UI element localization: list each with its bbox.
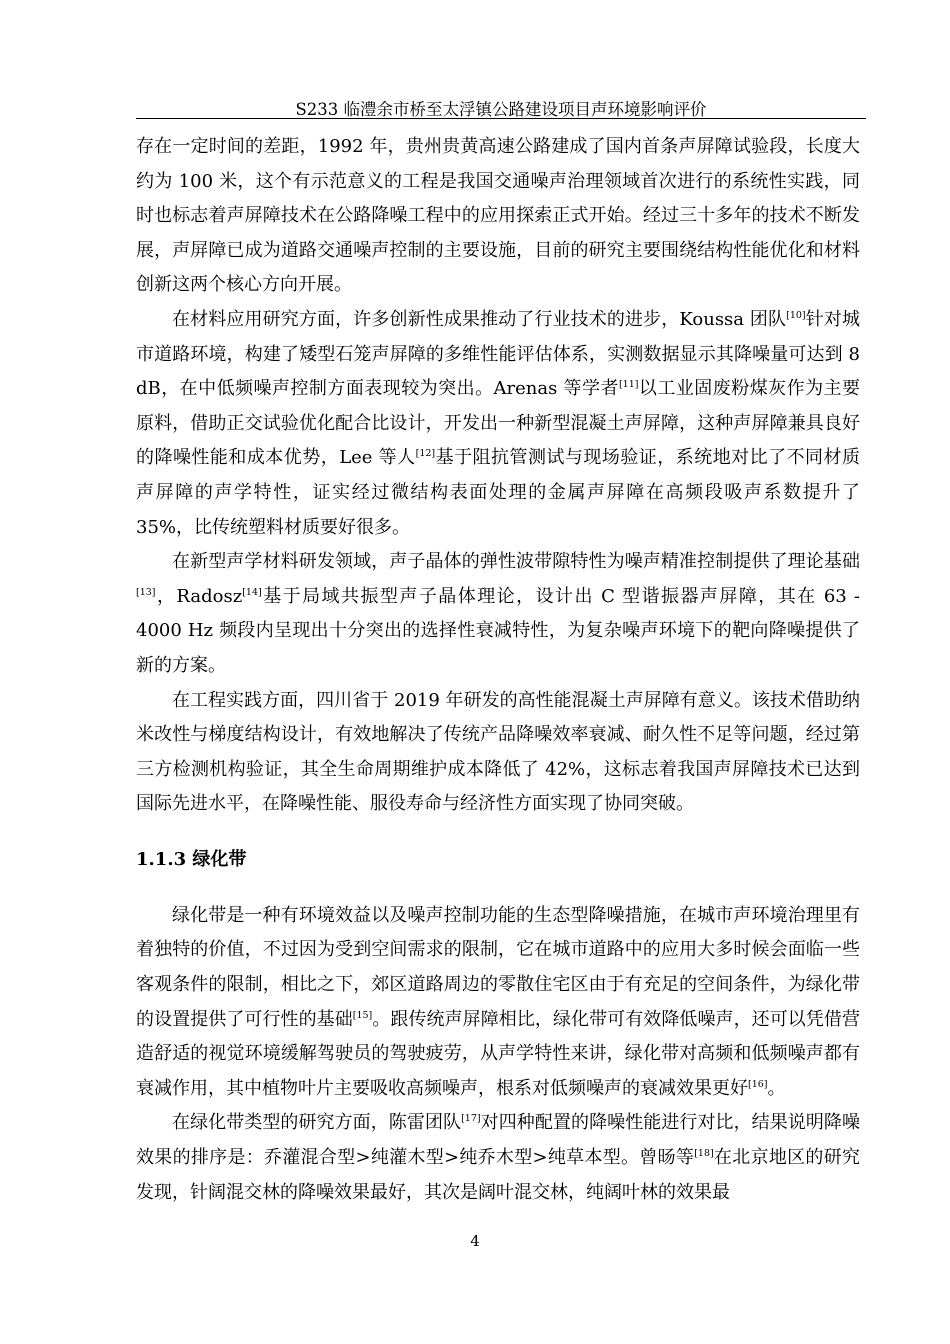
paragraph-text: 针对城市道路环境，构建了矮型石笼声屏障的多维性能评估体系，实测数据显示其降噪量可达到 8 dB，在中低频噪声控制方面表现较为突出。Arenas 等学者 bbox=[136, 308, 860, 400]
paragraph-text: 基于局域共振型声子晶体理论，设计出 C 型谐振器声屏障，其在 63 - 4000 Hz 频段内呈现出十分突出的选择性衰减特性，为复杂噪声环境下的靶向降噪提供了新的方案。 bbox=[136, 585, 860, 676]
paragraph bbox=[136, 130, 860, 303]
paragraph bbox=[136, 303, 860, 545]
paragraph-text: 在工程实践方面，四川省于 2019 年研发的高性能混凝土声屏障有意义。该技术借助纳米改性与梯度结构设计，有效地解决了传统产品降噪效率衰减、耐久性不足等问题，经过第三方检测机构验证，其全生命周期维护成本降低了 42%，这标志着我国声屏障技术已达到国际先进水平，在降噪性能、服役寿命与经济性方面实现了协同突破。 bbox=[136, 689, 860, 815]
paragraph bbox=[136, 545, 860, 683]
paragraph-text: 绿化带是一种有环境效益以及噪声控制功能的生态型降噪措施，在城市声环境治理里有着独特的价值，不过因为受到空间需求的限制，它在城市道路中的应用大多时候会面临一些客观条件的限制，相比之下，郊区道路周边的零散住宅区由于有充足的空间条件，为绿化带的设置提供了可行性的基础 bbox=[136, 904, 860, 1030]
page-number: 4 bbox=[470, 1232, 480, 1250]
paragraph bbox=[136, 899, 860, 1107]
section-number: 1.1.3 bbox=[136, 848, 187, 870]
paragraph-text: 以工业固废粉煤灰作为主要原料，借助正交试验优化配合比设计，开发出一种新型混凝土声屏障，这种声屏障兼具良好的降噪性能和成本优势，Lee 等人 bbox=[136, 378, 861, 469]
citation-ref: [15] bbox=[352, 1009, 373, 1021]
paragraph-text: 存在一定时间的差距，1992 年，贵州贵黄高速公路建成了国内首条声屏障试验段，长度大约为 100 米，这个有示范意义的工程是我国交通噪声治理领域首次进行的系统性实践，同时也标志着声屏障技术在公路降噪工程中的应用探索正式开始。经过三十多年的技术不断发展，声屏障已成为道路交通噪声控制的主要设施，目前的研究主要围绕结构性能优化和材料创新这两个核心方向开展。 bbox=[136, 136, 860, 296]
paragraph-text: 在北京地区的研究发现，针阔混交林的降噪效果最好，其次是阔叶混交林，纯阔叶林的效果最 bbox=[136, 1147, 861, 1203]
paragraph-text: 。跟传统声屏障相比，绿化带可有效降低噪声，还可以凭借营造舒适的视觉环境缓解驾驶员的驾驶疲劳，从声学特性来讲，绿化带对高频和低频噪声都有衰减作用，其中植物叶片主要吸收高频噪声，根系对低频噪声的衰减效果更好 bbox=[136, 1008, 860, 1099]
header-rule bbox=[136, 118, 866, 119]
paragraph-text: 对四种配置的降噪性能进行对比，结果说明降噪效果的排序是：乔灌混合型>纯灌木型>纯乔木型>纯草本型。曾旸等 bbox=[136, 1112, 861, 1169]
citation-ref: [14] bbox=[242, 586, 262, 598]
section-title: 绿化带 bbox=[192, 848, 247, 870]
paragraph bbox=[136, 1106, 860, 1210]
paragraph-text: 。 bbox=[767, 1077, 786, 1099]
paragraph-text: 在新型声学材料研发领域，声子晶体的弹性波带隙特性为噪声精准控制提供了理论基础 bbox=[172, 551, 860, 573]
citation-ref: [10] bbox=[786, 309, 806, 321]
section-heading bbox=[136, 843, 860, 877]
paragraph-text: 基于阻抗管测试与现场验证，系统地对比了不同材质声屏障的声学特性，证实经过微结构表面处理的金属声屏障在高频段吸声系数提升了 35%，比传统塑料材质要好很多。 bbox=[136, 447, 861, 538]
paragraph-text: 在材料应用研究方面，许多创新性成果推动了行业技术的进步，Koussa 团队 bbox=[172, 308, 787, 330]
citation-ref: [13] bbox=[136, 586, 156, 598]
citation-ref: [11] bbox=[618, 379, 639, 391]
paragraph bbox=[136, 684, 860, 822]
citation-ref: [17] bbox=[461, 1113, 481, 1125]
citation-ref: [16] bbox=[748, 1078, 768, 1090]
running-header: S233 临澧余市桥至太浮镇公路建设项目声环境影响评价 bbox=[295, 100, 707, 119]
paragraph-text: ，Radosz bbox=[155, 585, 243, 607]
citation-ref: [18] bbox=[694, 1148, 714, 1160]
citation-ref: [12] bbox=[415, 448, 436, 460]
body-text bbox=[136, 130, 860, 1210]
paragraph-text: 在绿化带类型的研究方面，陈雷团队 bbox=[172, 1112, 462, 1134]
